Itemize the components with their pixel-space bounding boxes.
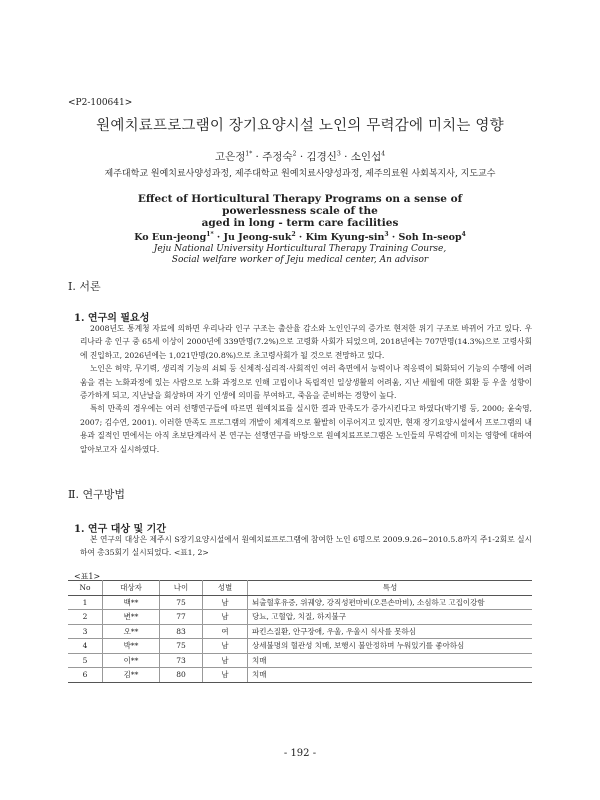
table-header-cell: 특성 xyxy=(248,581,533,596)
table-row xyxy=(68,668,532,683)
table-cell: 변** xyxy=(103,610,160,625)
table-header-cell: 대상자 xyxy=(103,581,160,596)
korean-affiliations: 제주대학교 원예치료사양성과정, 제주대학교 원예치료사양성과정, 제주의료원 사회복지사, 지도교수 xyxy=(104,169,496,179)
table-cell: 2 xyxy=(68,610,103,625)
table-cell: 6 xyxy=(68,668,103,683)
section-methods-heading: Ⅱ. 연구방법 xyxy=(68,488,125,501)
table-caption: <표1> xyxy=(74,572,101,581)
table-cell: 치매 xyxy=(248,668,533,683)
table-cell: 남 xyxy=(203,610,248,625)
table-cell: 80 xyxy=(160,668,203,683)
table-cell: 남 xyxy=(203,595,248,610)
subjects-table xyxy=(68,580,532,683)
table-cell: 백** xyxy=(103,595,160,610)
table-row xyxy=(68,639,532,654)
introduction-body xyxy=(80,322,532,456)
table-cell: 상세불명의 혈관성 치매, 보행시 불안정하며 누워있기를 좋아하심 xyxy=(248,639,533,654)
table-header-row xyxy=(68,581,532,596)
table-row xyxy=(68,595,532,610)
table-cell: 75 xyxy=(160,639,203,654)
subsection-need-heading: 1. 연구의 필요성 xyxy=(74,313,150,324)
table-cell: 3 xyxy=(68,624,103,639)
table-row xyxy=(68,610,532,625)
page-number: - 192 - xyxy=(283,748,317,759)
abstract-code: <P2-100641> xyxy=(68,98,133,108)
table-cell: 박** xyxy=(103,639,160,654)
table-cell: 남 xyxy=(203,653,248,668)
table-cell: 남 xyxy=(203,668,248,683)
table-cell: 오** xyxy=(103,624,160,639)
table-cell: 김** xyxy=(103,668,160,683)
table-cell: 5 xyxy=(68,653,103,668)
table-row xyxy=(68,624,532,639)
table-cell: 이** xyxy=(103,653,160,668)
korean-authors: 고은정$^{1*}$ · 주정숙$^2$ · 김경신$^3$ · 소인섭$^4$ xyxy=(214,150,386,163)
table-cell: 1 xyxy=(68,595,103,610)
table-cell: 치매 xyxy=(248,653,533,668)
table-header-cell: 나이 xyxy=(160,581,203,596)
section-introduction-heading: Ⅰ. 서론 xyxy=(68,280,101,293)
table-cell: 파킨스질환, 안구장애, 우울, 우울시 식사를 못하심 xyxy=(248,624,533,639)
table-cell: 75 xyxy=(160,595,203,610)
table-cell: 뇌출혈후유증, 위궤양, 강직성편마비(오른손마비), 소심하고 고집이강함 xyxy=(248,595,533,610)
methods-body xyxy=(80,533,532,560)
paragraph: 본 연구의 대상은 제주시 S장기요양시설에서 원예치료프로그램에 참여한 노인 6명으로 2009.9.26~2010.5.8까지 주1-2회로 실시하여 총35회기 실시되었다. <표1, 2> xyxy=(80,535,532,558)
table-cell: 77 xyxy=(160,610,203,625)
paragraph: 2008년도 통계청 자료에 의하면 우리나라 인구 구조는 출산율 감소와 노인인구의 증가로 현저한 위기 구조로 바뀌어 가고 있다. 우리나라 총 인구 중 65세 이상이 2000년에 339만명(7.2%)으로 고령화 사회가 되었으며, 2018년에는 707만명(14.3%)으로 고령사회에 진입하고, 2026년에는 1,021만명(20.8%)으로 초고령사회가 될 것으로 전망하고 있다. xyxy=(80,324,532,360)
table-cell: 남 xyxy=(203,639,248,654)
korean-title: 원예치료프로그램이 장기요양시설 노인의 무력감에 미치는 영향 xyxy=(96,118,504,134)
table-cell: 73 xyxy=(160,653,203,668)
english-authors: Ko Eun-jeong$^{1*}$ · Ju Jeong-suk$^2$ · Kim Kyung-$\sin^3$ · Soh In-seop$^4$ xyxy=(134,231,466,244)
subsection-subjects-heading: 1. 연구 대상 및 기간 xyxy=(74,524,166,535)
english-affiliations: Jeju National University Horticultural Therapy Training Course, Social welfare worker of Jeju medical center, An advisor xyxy=(153,244,447,265)
paragraph: 특히 만족의 경우에는 여러 선행연구들에 따르면 원예치료를 실시한 결과 만족도가 증가시킨다고 하였다(박기병 등, 2000; 윤숙영, 2007; 김수연, 2001). 이러한 만족도 프로그램의 개발이 체계적으로 활발히 이루어지고 있지만, 현재 장기요양시설에서 프로그램의 내용과 질적인 면에서는 아직 초보단계라서 본 연구는 선행연구를 바탕으로 원예치료프로그램은 노인들의 무력감에 미치는 영향에 대하여 알아보고자 실시하였다. xyxy=(80,404,532,454)
table-cell: 83 xyxy=(160,624,203,639)
table-cell: 4 xyxy=(68,639,103,654)
table-header-cell: 성별 xyxy=(203,581,248,596)
table-row xyxy=(68,653,532,668)
paragraph: 노인은 허약, 무기력, 생리적 기능의 쇠퇴 등 신체적·심리적·사회적인 여러 측면에서 능력이나 적응력이 퇴화되어 기능의 수행에 어려움을 겪는 노화과정에 있는 사람으로 노화 과정으로 인해 고립이나 독립적인 일상생활의 어려움, 지난 세월에 대한 회환 등 우울 성향이 증가하게 되고, 지난날을 회상하며 자기 인생에 의미를 부여하고, 죽음을 준비하는 경향이 높다. xyxy=(80,364,532,401)
english-title: Effect of Horticultural Therapy Programs on a sense of powerlessness scale of the aged in long - term care facilities xyxy=(137,193,463,229)
table-cell: 여 xyxy=(203,624,248,639)
table-header-cell: No xyxy=(68,581,103,596)
table-cell: 당뇨, 고혈압, 치질, 하지불구 xyxy=(248,610,533,625)
